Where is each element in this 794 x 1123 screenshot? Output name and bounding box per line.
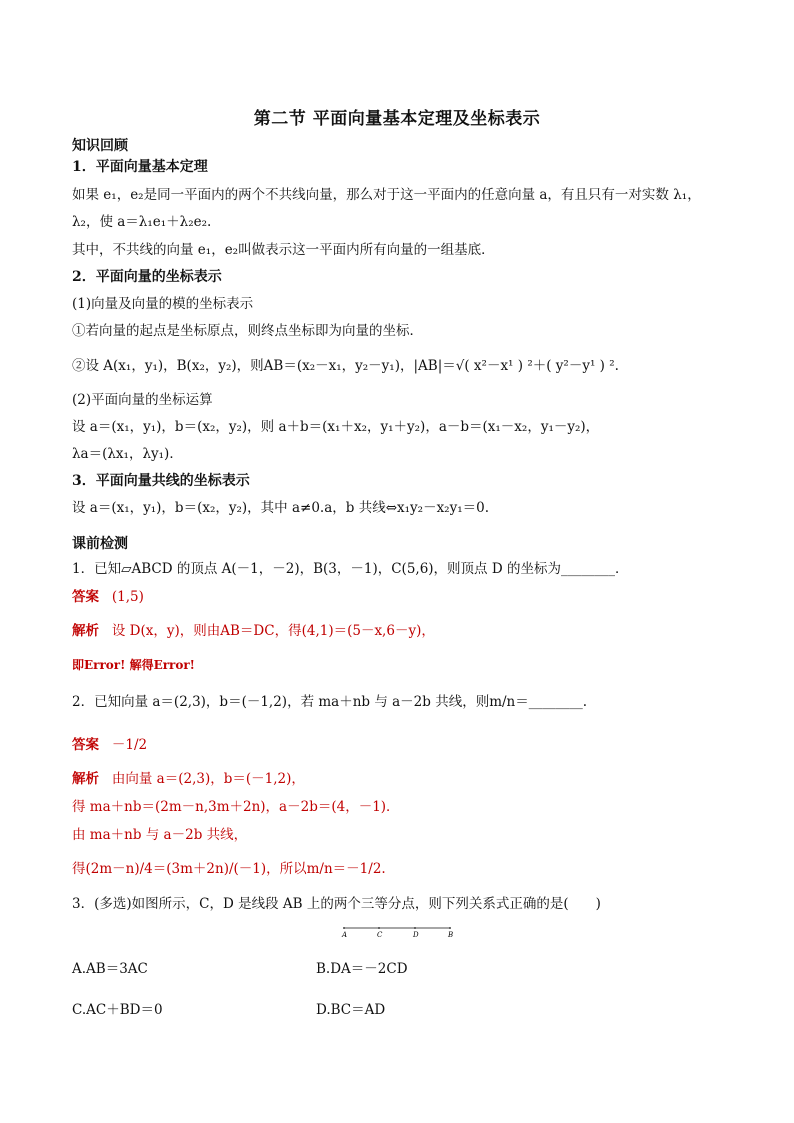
q2-solution-line4: 得(2m－n)/4＝(3m＋2n)/(－1)，所以m/n＝－1/2. (72, 861, 386, 877)
collinear-condition: 设 a＝(x₁，y₁)，b＝(x₂，y₂)，其中 a≠0.a，b 共线⇔x₁y₂－x₂y₁＝0. (72, 500, 490, 516)
point-a-dot (343, 927, 345, 929)
q2-solution-text1: 由向量 a＝(2,3)，b＝(－1,2)， (111, 771, 305, 787)
rule-origin-start: ①若向量的起点是坐标原点，则终点坐标即为向量的坐标． (72, 323, 423, 339)
q1-solution-label: 解析 (72, 623, 99, 639)
point-c-dot (378, 927, 380, 929)
section-knowledge-review: 知识回顾 (72, 138, 128, 154)
q1-answer-value: (1,5) (111, 589, 144, 605)
operations-line2: λa＝(λx₁，λy₁)． (72, 446, 183, 462)
heading-coordinate-representation: 2．平面向量的坐标表示 (72, 269, 222, 285)
q2-solution-label: 解析 (72, 771, 99, 787)
point-b-label: B (448, 931, 454, 939)
page-title: 第二节 平面向量基本定理及坐标表示 (253, 109, 541, 129)
question-1: 1．已知▱ABCD 的顶点 A(－1，－2)，B(3，－1)，C(5,6)，则顶点 D 的坐标为________． (72, 561, 629, 577)
q2-solution-line2: 得 ma＋nb＝(2m－n,3m＋2n)，a－2b＝(4，－1)． (72, 799, 400, 815)
option-d[interactable]: D.BC＝AD (316, 1002, 386, 1018)
section-pre-class-test: 课前检测 (72, 536, 128, 552)
q1-answer (72, 588, 144, 606)
point-d-label: D (413, 931, 419, 939)
theorem-paragraph-line2: λ₂，使 a＝λ₁e₁＋λ₂e₂. (72, 214, 212, 230)
q2-solution-line3: 由 ma＋nb 与 a－2b 共线， (72, 827, 248, 843)
heading-collinear: 3．平面向量共线的坐标表示 (72, 473, 250, 489)
point-a-label: A (342, 931, 348, 939)
option-c[interactable]: C.AC＋BD＝0 (72, 1002, 163, 1018)
heading-basic-theorem: 1．平面向量基本定理 (72, 159, 208, 175)
q2-answer (72, 736, 147, 754)
q2-answer-value: －1/2 (111, 737, 148, 753)
q2-answer-label: 答案 (72, 737, 99, 753)
q2-solution-line1 (72, 770, 305, 788)
q1-error-line: 即Error! 解得Error! (72, 658, 195, 672)
subheading-vector-modulus: (1)向量及向量的模的坐标表示 (72, 296, 254, 312)
point-c-label: C (377, 931, 383, 939)
question-2: 2．已知向量 a＝(2,3)，b＝(－1,2)，若 ma＋nb 与 a－2b 共线，则m/n＝________. (72, 694, 588, 710)
basis-definition: 其中，不共线的向量 e₁，e₂叫做表示这一平面内所有向量的一组基底． (72, 242, 495, 258)
q1-solution-text: 设 D(x，y)，则由AB＝DC，得(4,1)＝(5－x,6－y)， (111, 623, 435, 639)
point-d-dot (414, 927, 416, 929)
option-b[interactable]: B.DA＝－2CD (316, 961, 408, 977)
segment-diagram (338, 923, 458, 939)
operations-line1: 设 a＝(x₁，y₁)，b＝(x₂，y₂)，则 a＋b＝(x₁＋x₂，y₁＋y₂)，a－b＝(x₁－x₂，y₁－y₂)， (72, 419, 600, 435)
q1-solution (72, 622, 435, 640)
subheading-coordinate-operations: (2)平面向量的坐标运算 (72, 392, 213, 408)
theorem-paragraph-line1: 如果 e₁，e₂是同一平面内的两个不共线向量，那么对于这一平面内的任意向量 a，有且只有一对实数 λ₁， (72, 187, 701, 203)
option-a[interactable]: A.AB＝3AC (72, 961, 148, 977)
question-3: 3．(多选)如图所示，C，D 是线段 AB 上的两个三等分点，则下列关系式正确的是( ) (72, 896, 601, 912)
rule-coordinates-and-modulus: ②设 A(x₁，y₁)，B(x₂，y₂)，则AB＝(x₂－x₁，y₂－y₁)，|AB|＝√( x²－x¹ ) ²＋( y²－y¹ ) ². (72, 358, 619, 374)
q1-answer-label: 答案 (72, 589, 99, 605)
point-b-dot (449, 927, 451, 929)
